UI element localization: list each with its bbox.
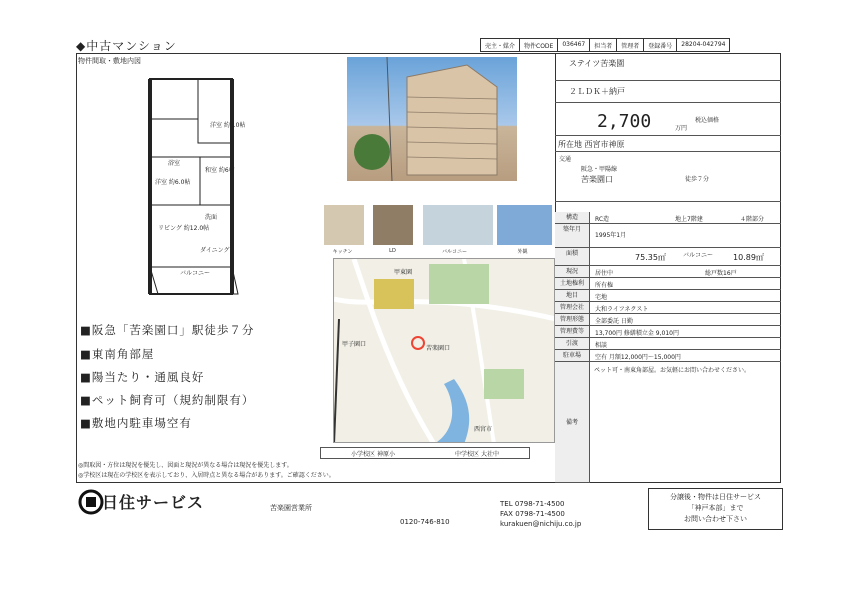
floor-value: 地上7階建: [675, 216, 703, 223]
contact-line: 分譲後・物件は日住サービス: [670, 493, 761, 501]
room-label: 洋室 約6.0帖: [155, 179, 191, 186]
access-station: 苦楽園口: [581, 175, 613, 184]
remarks-label: 備考: [555, 362, 590, 483]
contact-line: お問い合わせ下さい: [684, 515, 747, 523]
status-row: [555, 266, 781, 278]
room-label: 和室 約6帖: [205, 167, 235, 174]
freedial: 0120-746-810: [400, 518, 450, 526]
note-line: ◎学校区は現在の学校区を表示しており、入居時点と異なる場合があります。ご確認ください。: [78, 472, 335, 479]
manager-label: 担当者: [590, 39, 617, 51]
thumb-label: 外観: [517, 249, 528, 255]
status-value: 居住中: [595, 270, 614, 277]
feature-item: ■ペット飼育可（規約制限有）: [80, 393, 255, 407]
area-row: [555, 248, 781, 266]
feature-item: ■敷地内駐車場空有: [80, 416, 192, 430]
fax-label: FAX: [500, 510, 513, 518]
remarks-value: ペット可・南東角部屋。お気軽にお問い合わせください。: [594, 367, 751, 374]
feature-item: ■阪急「苦楽園口」駅徒歩７分: [80, 323, 255, 337]
balcony-label: バルコニー: [683, 252, 714, 259]
top-info-bar: [480, 38, 730, 52]
email-link[interactable]: kurakuen@nichiju.co.jp: [500, 520, 582, 528]
property-layout: ２ＬＤＫ＋納戸: [555, 81, 781, 103]
reg-value: 28204-042794: [681, 41, 726, 48]
elementary-school: 小学校区 神原小: [351, 450, 395, 458]
map-label: 甲東園: [394, 269, 413, 276]
address-row: [555, 136, 781, 152]
structure-label: 構造: [555, 212, 590, 224]
company-label: 管理会社: [555, 302, 590, 314]
broker-box: 売主・媒介: [481, 39, 520, 51]
tel-row: [500, 500, 564, 508]
access-row: [555, 152, 781, 202]
fee-label: 管理費等: [555, 326, 590, 338]
thumb-balcony: [423, 205, 493, 245]
room-label: 洋室 約6.0帖: [210, 122, 246, 129]
price-value: 2,700: [597, 111, 652, 132]
price-row: [555, 103, 781, 136]
feature-item: ■陽当たり・通風良好: [80, 370, 205, 384]
notes: [78, 461, 335, 481]
building-photo: [347, 57, 517, 181]
contact-line: 「神戸本部」まで: [687, 504, 744, 512]
room-label: ダイニング: [200, 247, 230, 254]
note-line: ◎間取図・方位は現況を優先し、図面と現況が異なる場合は現況を優先します。: [78, 462, 293, 469]
thumb-label: キッチン: [332, 249, 353, 255]
mgmt-label: 管理形態: [555, 314, 590, 326]
address-value: 西宮市神原: [584, 140, 625, 149]
school-district: [320, 447, 530, 459]
code-value: 036467: [558, 39, 590, 51]
address-label: 所在地: [558, 140, 582, 149]
parking-label: 駐車場: [555, 350, 590, 362]
handover-value: 相談: [555, 338, 781, 350]
price-unit: 万円: [675, 125, 688, 132]
room-label: バルコニー: [180, 270, 211, 277]
access-line: 阪急・甲陽線: [581, 166, 618, 173]
manager-value: 管理者: [617, 39, 644, 51]
code-label: 物件CODE: [520, 39, 558, 51]
access-label: 交通: [559, 156, 572, 163]
map-label: 苦楽園口: [426, 345, 451, 352]
company-value: 大和ライフネクスト: [555, 302, 781, 314]
parking-value: 空有 月額12,000円〜15,000円: [555, 350, 781, 362]
logo-text: 日住サービス: [102, 493, 205, 512]
fee-value: 13,700円 修繕積立金 9,010円: [555, 326, 781, 338]
room-label: リビング 約12.0帖: [158, 225, 210, 232]
land-value: 宅地: [555, 290, 781, 302]
built-value: 1995年1月: [555, 224, 781, 248]
thumb-ld: [373, 205, 413, 245]
page-heading: ◆中古マンション: [76, 39, 177, 53]
mgmt-value: 全部委託 日勤: [555, 314, 781, 326]
thumb-label: バルコニー: [441, 249, 467, 255]
middle-school: 中学校区 大社中: [455, 450, 499, 458]
land-label: 地目: [555, 290, 590, 302]
thumb-exterior: [497, 205, 552, 245]
tel-label: TEL: [500, 500, 513, 508]
fax-value: 0798-71-4500: [515, 510, 565, 518]
branch-name: 苦楽園営業所: [270, 504, 312, 512]
fax-row: [500, 510, 565, 518]
map-label: 甲子園口: [342, 341, 367, 348]
property-name: ステイツ苦楽園: [555, 53, 781, 81]
room-label: 洗面: [205, 214, 218, 221]
access-walk: 徒歩７分: [685, 176, 710, 183]
handover-label: 引渡: [555, 338, 590, 350]
right-value: 所有権: [555, 278, 781, 290]
area-label: 面積: [555, 248, 590, 266]
units-value: 総戸数16戸: [705, 270, 737, 277]
balcony-value: 10.89㎡: [733, 253, 764, 262]
contact-box: [648, 488, 783, 530]
built-label: 築年月: [555, 224, 590, 248]
map-label: 西宮市: [474, 426, 493, 433]
room-label: 浴室: [168, 160, 181, 167]
thumb-label: LD: [389, 248, 396, 254]
structure-value: RC造: [595, 216, 610, 223]
right-label: 土地権利: [555, 278, 590, 290]
feature-item: ■東南角部屋: [80, 347, 155, 361]
location-map[interactable]: [333, 258, 555, 443]
reg-label: 登録番号: [644, 39, 677, 51]
status-label: 現況: [555, 266, 590, 278]
price-note: 税込価格: [695, 117, 720, 124]
area-value: 75.35㎡: [635, 253, 666, 262]
thumb-kitchen: [324, 205, 364, 245]
floorplan-title: 物件間取・敷地内図: [78, 57, 141, 65]
tel-value: 0798-71-4500: [514, 500, 565, 508]
structure-row: [555, 212, 781, 224]
floor-no: ４階部分: [740, 216, 765, 223]
